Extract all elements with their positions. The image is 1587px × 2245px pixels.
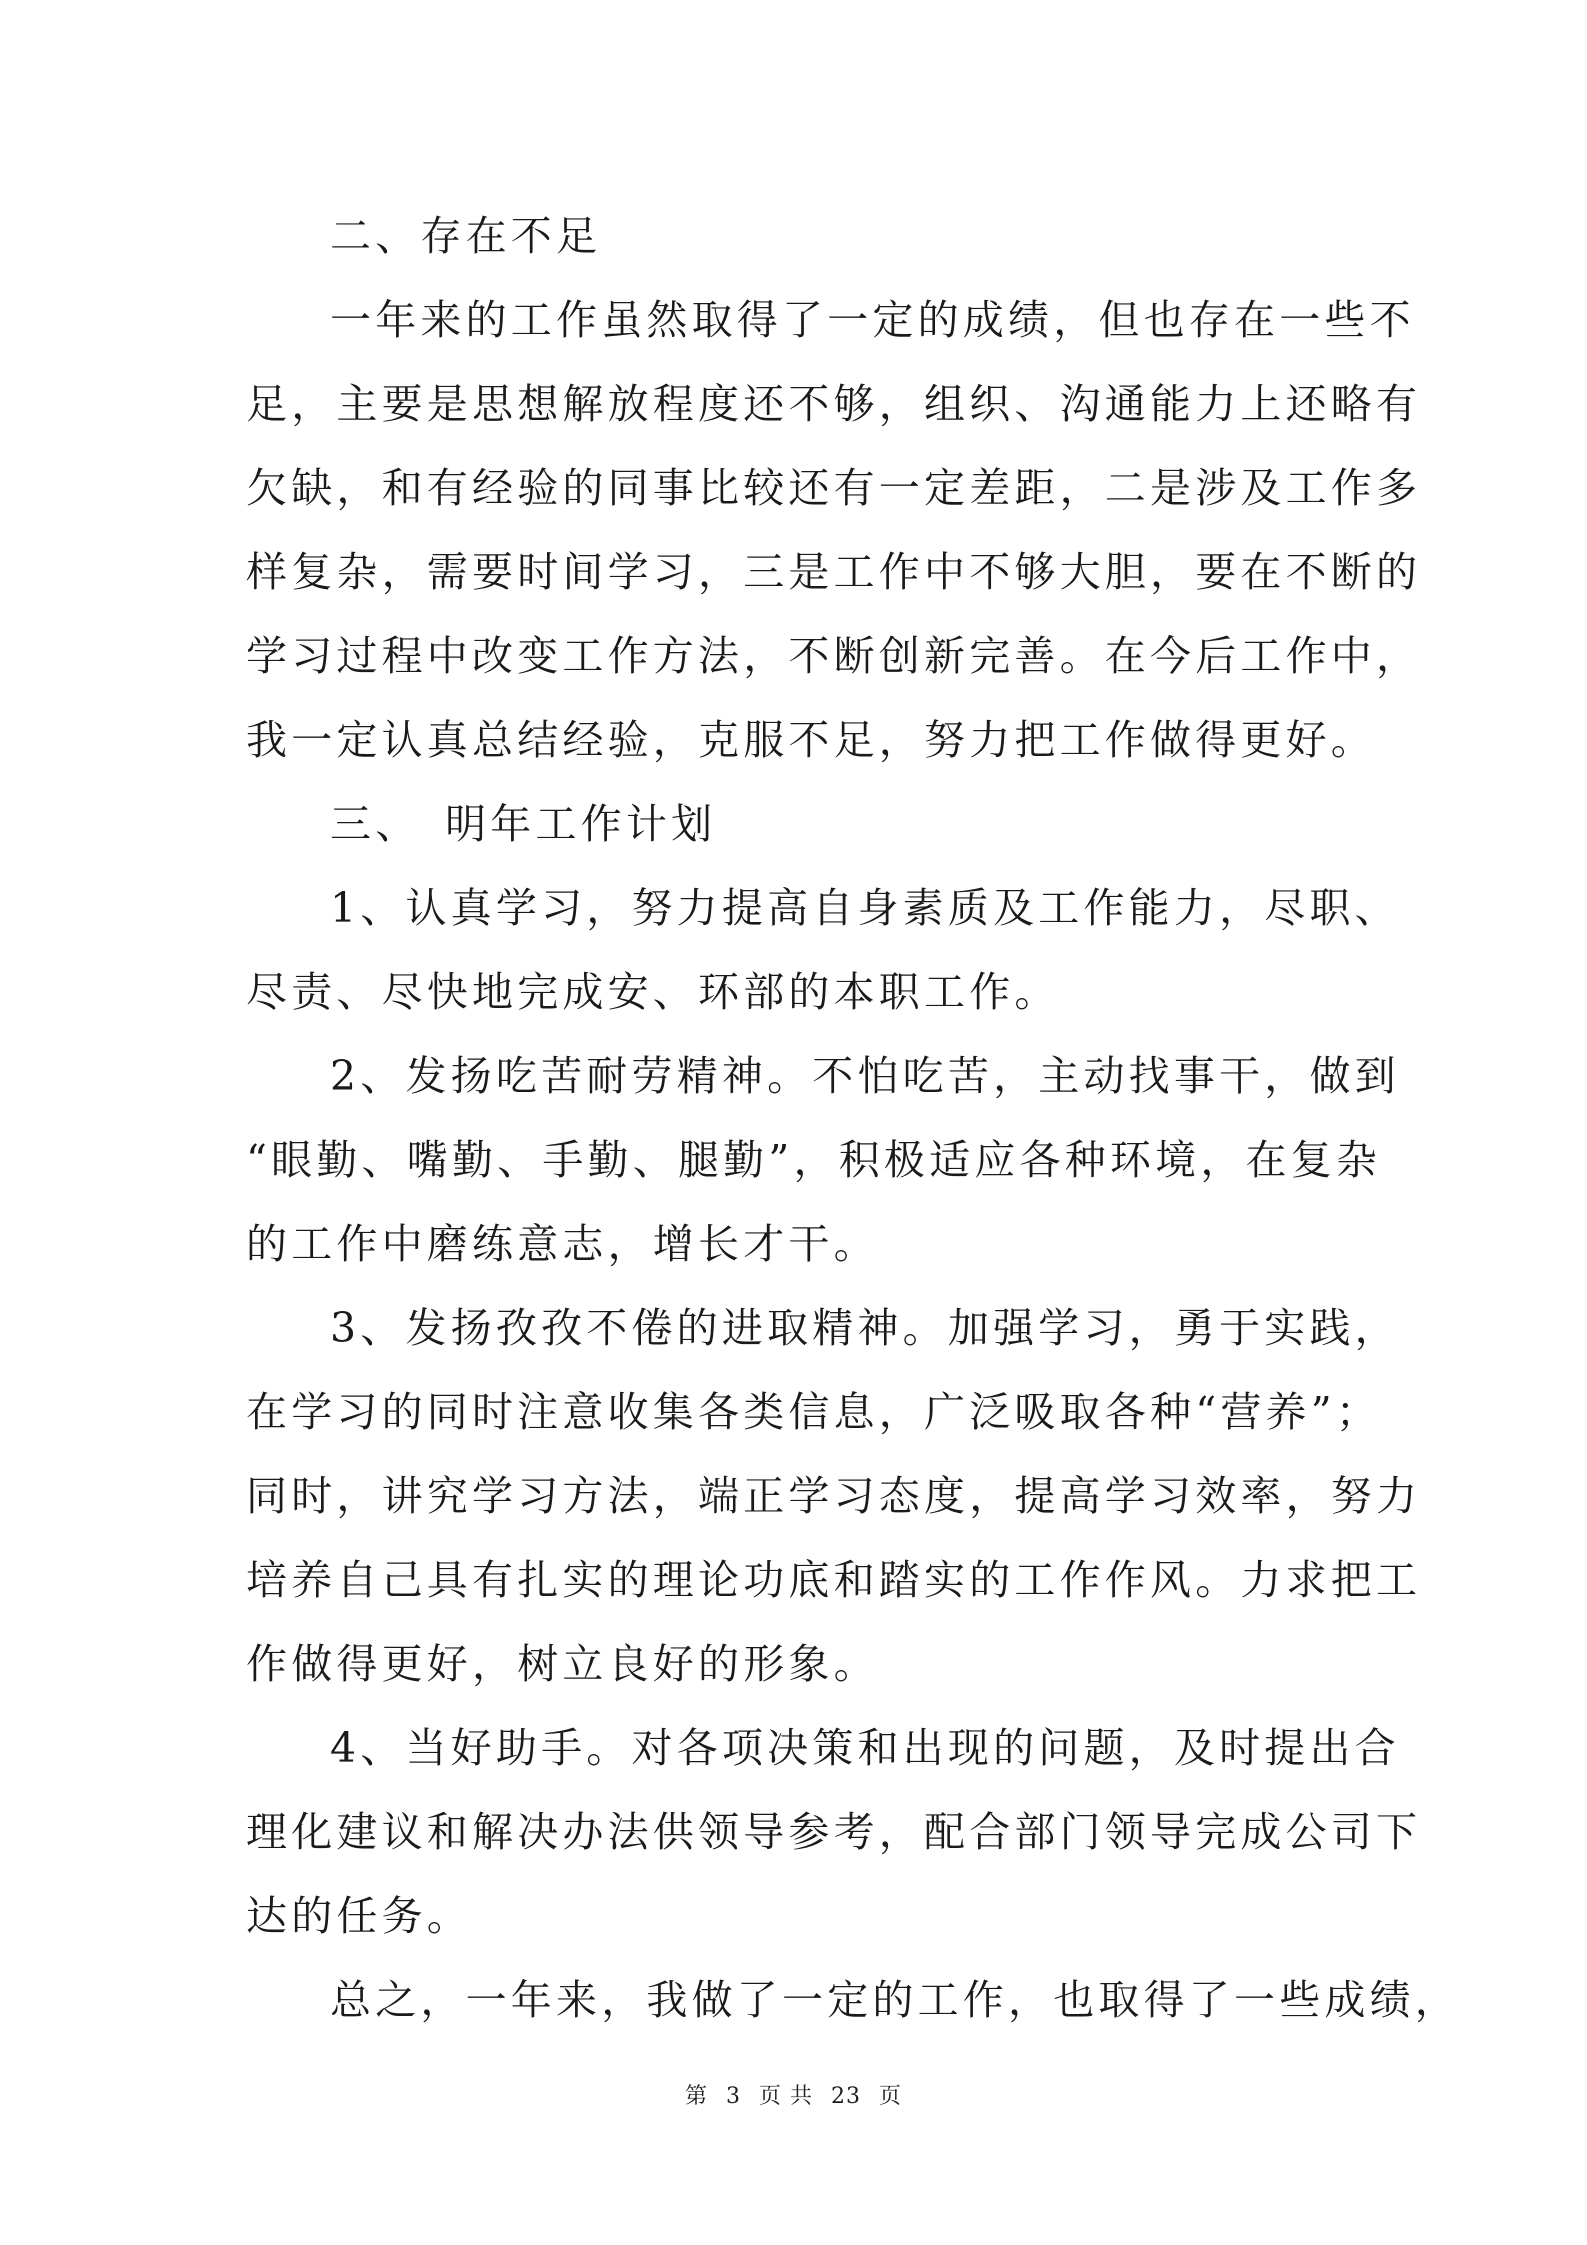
- paragraph-line: 样复杂，需要时间学习，三是工作中不够大胆，要在不断的: [246, 548, 1422, 596]
- footer-middle: 页 共: [759, 2084, 813, 2109]
- page-footer: [0, 2082, 1587, 2112]
- list-item-line: “眼勤、嘴勤、手勤、腿勤”，积极适应各种环境，在复杂: [246, 1136, 1382, 1184]
- list-item-line: 同时，讲究学习方法，端正学习态度，提高学习效率，努力: [246, 1472, 1422, 1520]
- list-item-line: 2、发扬吃苦耐劳精神。不怕吃苦，主动找事干，做到: [330, 1052, 1400, 1100]
- paragraph-line: 欠缺，和有经验的同事比较还有一定差距，二是涉及工作多: [246, 464, 1422, 512]
- paragraph-line: 总之，一年来，我做了一定的工作，也取得了一些成绩，: [330, 1976, 1460, 2024]
- section-heading-shortcomings: 二、存在不足: [330, 212, 602, 260]
- list-item-line: 尽责、尽快地完成安、环部的本职工作。: [246, 968, 1060, 1016]
- list-item-line: 在学习的同时注意收集各类信息，广泛吸取各种“营养”；: [246, 1388, 1382, 1436]
- list-item-line: 的工作中磨练意志，增长才干。: [246, 1220, 879, 1268]
- footer-prefix: 第: [684, 2084, 708, 2109]
- list-item-line: 达的任务。: [246, 1892, 472, 1940]
- list-item-line: 4、当好助手。对各项决策和出现的问题，及时提出合: [330, 1724, 1400, 1772]
- list-item-line: 1、认真学习，努力提高自身素质及工作能力，尽职、: [330, 884, 1400, 932]
- footer-suffix: 页: [879, 2084, 903, 2109]
- total-pages-number: 23: [831, 2084, 861, 2109]
- list-item-line: 3、发扬孜孜不倦的进取精神。加强学习，勇于实践，: [330, 1304, 1400, 1352]
- list-item-line: 理化建议和解决办法供领导参考，配合部门领导完成公司下: [246, 1808, 1422, 1856]
- paragraph-line: 足，主要是思想解放程度还不够，组织、沟通能力上还略有: [246, 380, 1422, 428]
- section-heading-next-year-plan: 三、 明年工作计划: [330, 800, 717, 848]
- paragraph-line: 我一定认真总结经验，克服不足，努力把工作做得更好。: [246, 716, 1376, 764]
- paragraph-line: 学习过程中改变工作方法，不断创新完善。在今后工作中，: [246, 632, 1422, 680]
- list-item-line: 作做得更好，树立良好的形象。: [246, 1640, 879, 1688]
- current-page-number: 3: [726, 2084, 741, 2109]
- list-item-line: 培养自己具有扎实的理论功底和踏实的工作作风。力求把工: [246, 1556, 1422, 1604]
- paragraph-line: 一年来的工作虽然取得了一定的成绩，但也存在一些不: [330, 296, 1415, 344]
